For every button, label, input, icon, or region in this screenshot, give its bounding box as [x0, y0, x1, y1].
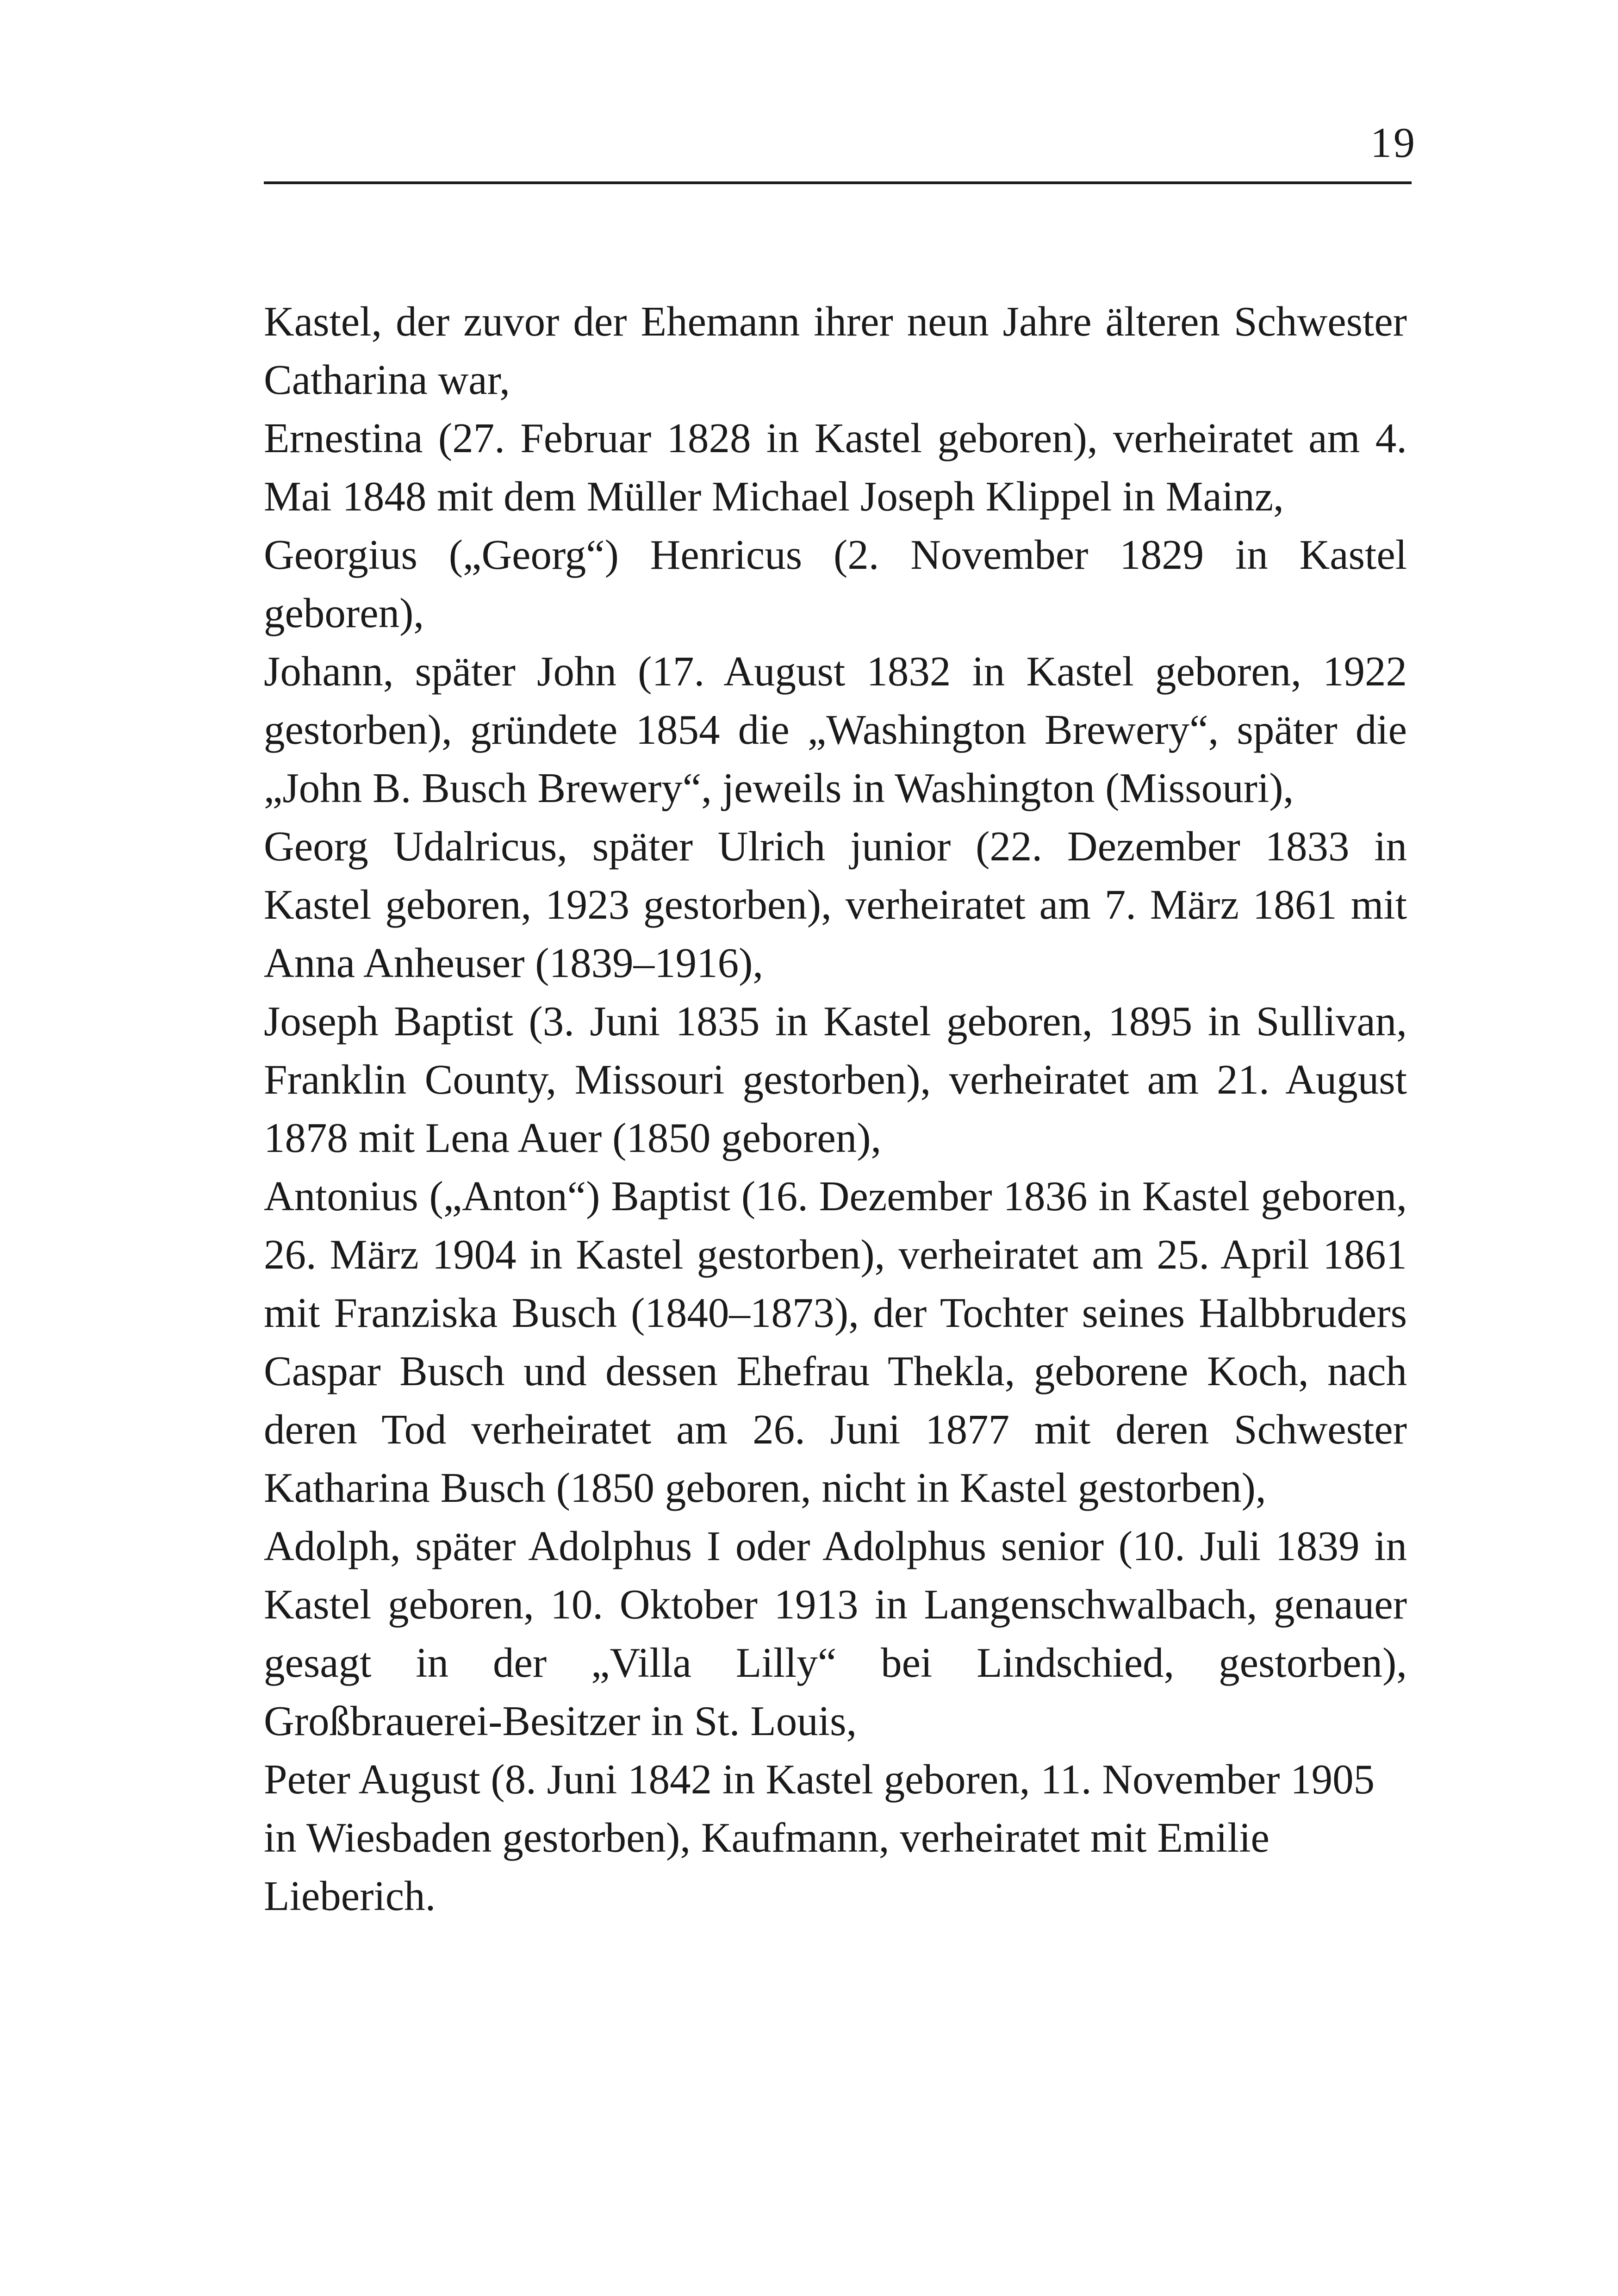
paragraph-joseph-baptist: Joseph Baptist (3. Juni 1835 in Kastel geboren, 1895 in Sullivan, Franklin County, Missouri gestorben), verheiratet am 21. August 1878 mit Lena Auer (1850 geboren),	[264, 998, 1407, 1161]
body-text	[264, 292, 1407, 1925]
paragraph-ernestina: Ernestina (27. Februar 1828 in Kastel geboren), verheiratet am 4. Mai 1848 mit dem Müller Michael Joseph Klippel in Mainz,	[264, 415, 1407, 520]
paragraph-georg-udalricus: Georg Udalricus, später Ulrich junior (22. Dezember 1833 in Kastel geboren, 1923 gestorben), verheiratet am 7. März 1861 mit Anna Anheuser (1839–1916),	[264, 823, 1407, 986]
paragraph-georgius: Georgius („Georg“) Henricus (2. November 1829 in Kastel geboren),	[264, 531, 1407, 636]
paragraph-kastel-continuation: Kastel, der zuvor der Ehemann ihrer neun Jahre älteren Schwester Catharina war,	[264, 298, 1407, 403]
paragraph-adolph: Adolph, später Adolphus I oder Adolphus senior (10. Juli 1839 in Kastel geboren, 10. Oktober 1913 in Langenschwalbach, genauer gesagt in der „Villa Lilly“ bei Lindschied, gestorben), Großbrauerei-Besitzer in St. Louis,	[264, 1523, 1407, 1744]
page-number: 19	[1370, 119, 1417, 166]
paragraph-peter-august: Peter August (8. Juni 1842 in Kastel geboren, 11. November 1905 in Wiesbaden gestorben), Kaufmann, verheiratet mit Emilie Lieberich.	[264, 1756, 1375, 1919]
paragraph-antonius: Antonius („Anton“) Baptist (16. Dezember 1836 in Kastel geboren, 26. März 1904 in Kastel gestorben), verheiratet am 25. April 1861 mit Franziska Busch (1840–1873), der Tochter seines Halbbruders Caspar Busch und dessen Ehefrau Thekla, geborene Koch, nach deren Tod verheiratet am 26. Juni 1877 mit deren Schwester Katharina Busch (1850 geboren, nicht in Kastel gestorben),	[264, 1173, 1407, 1511]
header-rule	[264, 181, 1412, 184]
paragraph-johann: Johann, später John (17. August 1832 in Kastel geboren, 1922 gestorben), gründete 1854 die „Washington Brewery“, später die „John B. Busch Brewery“, jeweils in Washington (Missouri),	[264, 648, 1407, 811]
